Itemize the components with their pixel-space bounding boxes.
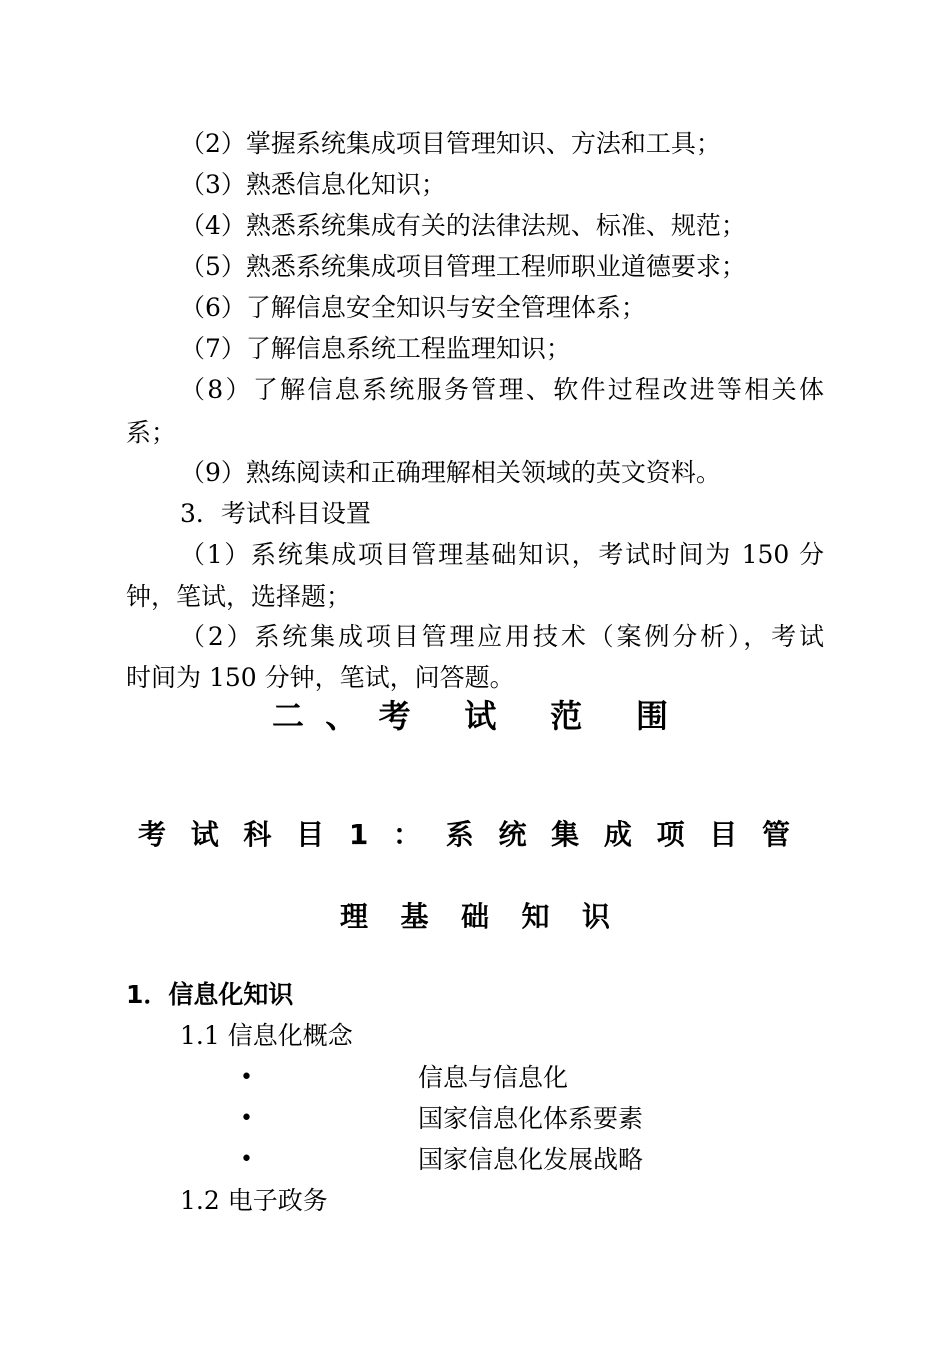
requirement-9: （9）熟练阅读和正确理解相关领域的英文资料。: [180, 458, 721, 487]
chapter-1-1: 1.1 信息化概念: [180, 1021, 353, 1050]
requirement-6: （6）了解信息安全知识与安全管理体系；: [180, 293, 646, 322]
bullet-item-3: 国家信息化发展战略: [418, 1145, 644, 1174]
subject-title-line1: 考试科目1：系统集成项目管: [138, 818, 790, 851]
requirement-3: （3）熟悉信息化知识；: [180, 170, 446, 199]
requirement-8-line1: （8）了解信息系统服务管理、软件过程改进等相关体: [180, 375, 824, 404]
bullet-icon: •: [240, 1065, 253, 1090]
bullet-icon: •: [240, 1147, 253, 1172]
bullet-item-2: 国家信息化体系要素: [418, 1104, 644, 1133]
requirement-8-line2: 系；: [126, 418, 177, 447]
chapter-1-title: 1．信息化知识: [126, 980, 294, 1009]
requirement-4: （4）熟悉系统集成有关的法律法规、标准、规范；: [180, 211, 746, 240]
subject2-line1: （2）系统集成项目管理应用技术（案例分析），考试: [180, 622, 824, 651]
subject-title-line2: 理基础知识: [340, 900, 610, 933]
requirement-5: （5）熟悉系统集成项目管理工程师职业道德要求；: [180, 252, 746, 281]
chapter-1-2: 1.2 电子政务: [180, 1186, 328, 1215]
subject1-line2: 钟，笔试，选择题；: [126, 582, 352, 611]
requirement-7: （7）了解信息系统工程监理知识；: [180, 334, 571, 363]
subject2-line2: 时间为 150 分钟，笔试，问答题。: [126, 663, 515, 692]
bullet-item-1: 信息与信息化: [418, 1063, 569, 1092]
requirement-2: （2）掌握系统集成项目管理知识、方法和工具；: [180, 129, 721, 158]
exam-setup-heading: 3．考试科目设置: [180, 499, 371, 528]
subject1-line1: （1）系统集成项目管理基础知识，考试时间为 150 分: [180, 540, 824, 569]
bullet-icon: •: [240, 1106, 253, 1131]
section-title: 二、考 试 范 围: [272, 697, 668, 735]
